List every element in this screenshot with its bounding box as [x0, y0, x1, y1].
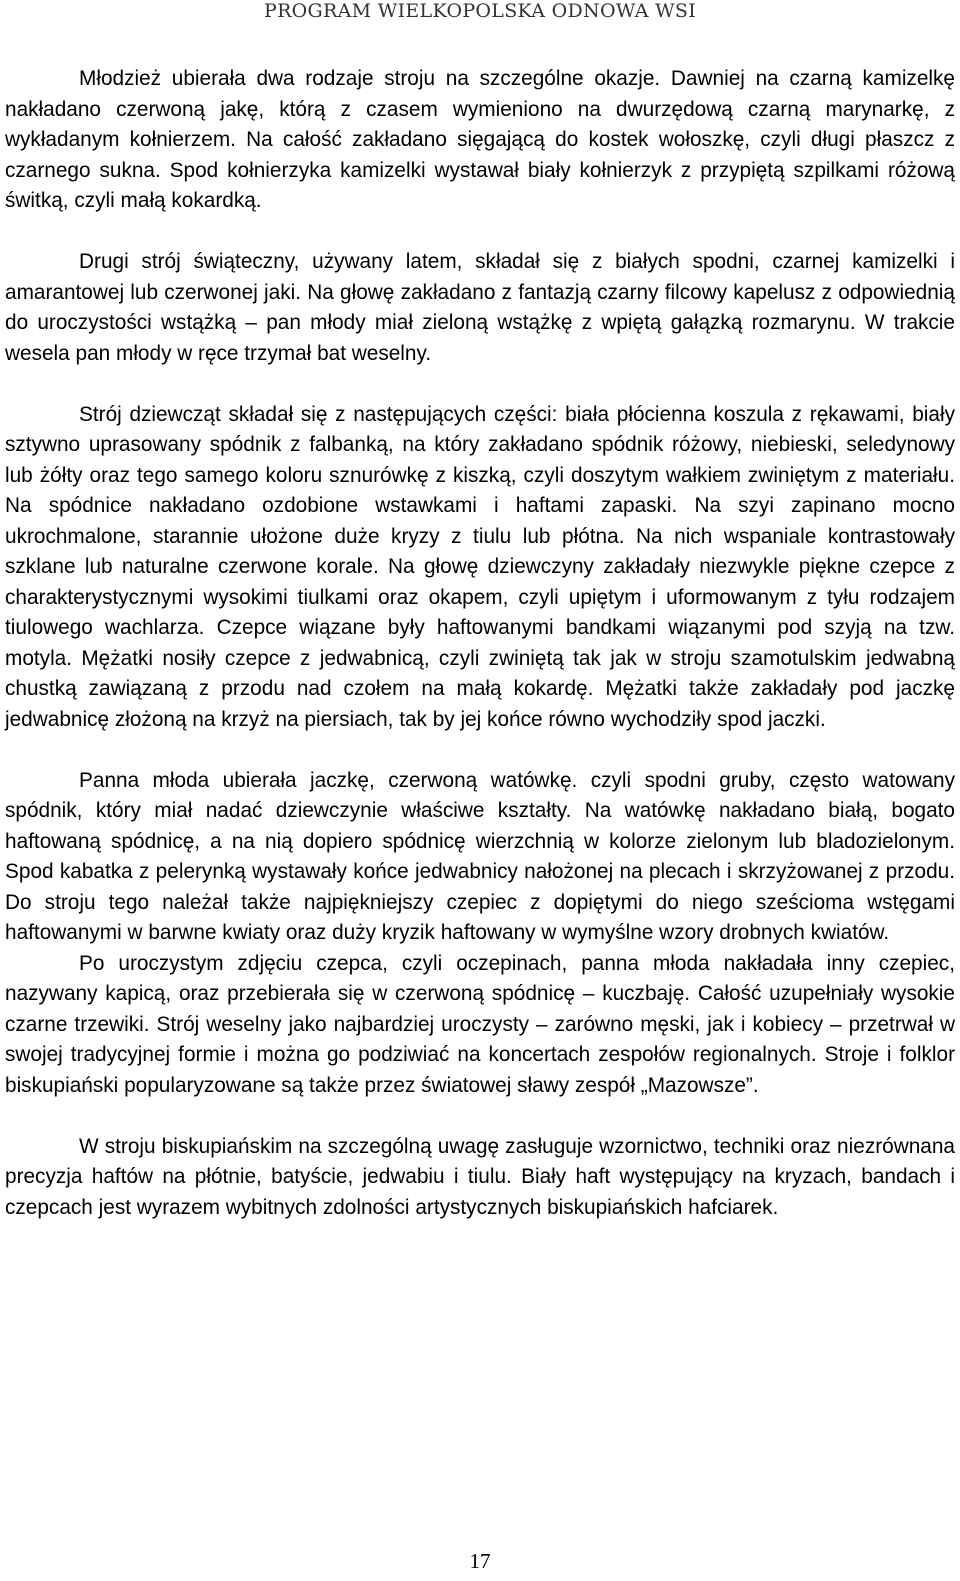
paragraph-summer-costume: Drugi strój świąteczny, używany latem, składał się z białych spodni, czarnej kamizelki i amarantowej lub czerwonej jaki. Na głowę zakładano z fantazją czarny filcowy kapelusz z odpowiednią do uroczystości wstążką – pan młody miał zieloną wstążkę z wpiętą gałązką rozmarynu. W trakcie wesela pan młody w ręce trzymał bat weselny.: [5, 250, 955, 365]
paragraph-embroidery: W stroju biskupiańskim na szczególną uwagę zasługuje wzornictwo, techniki oraz niezrównana precyzja haftów na płótnie, batyście, jedwabiu i tiulu. Biały haft występujący na kryzach, bandach i czepcach jest wyrazem wybitnych zdolności artystycznych biskupiańskich hafciarek.: [5, 1134, 955, 1219]
paragraph-oczepiny: Po uroczystym zdjęciu czepca, czyli oczepinach, panna młoda nakładała inny czepiec, nazywany kapicą, oraz przebierała się w czerwoną spódnicę – kuczbaję. Całość uzupełniały wysokie czarne trzewiki. Strój weselny jako najbardziej uroczysty – zarówno męski, jak i kobiecy – przetrwał w swojej tradycyjnej formie i można go podziwiać na koncertach zespołów regionalnych. Stroje i folklor biskupiański popularyzowane są także przez światowej sławy zespół „Mazowsze”.: [5, 951, 955, 1097]
paragraph-bride-costume: Panna młoda ubierała jaczkę, czerwoną watówkę. czyli spodni gruby, często watowany spódnik, który miał nadać dziewczynie właściwe kształty. Na watówkę nakładano białą, bogato haftowaną spódnicę, a na nią dopiero spódnicę wierzchnią w kolorze zielonym lub bladozielonym. Spod kabatka z pelerynką wystawały końce jedwabnicy nałożonej na plecach i skrzyżowanej z przodu. Do stroju tego należał także najpiękniejszy czepiec z dopiętymi do niego sześcioma wstęgami haftowanymi w barwne kwiaty oraz duży kryzik haftowany w wymyślne wzory drobnych kwiatów.: [5, 768, 955, 944]
paragraph-youth-costume: Młodzież ubierała dwa rodzaje stroju na szczególne okazje. Dawniej na czarną kamizelkę nakładano czerwoną jakę, którą z czasem wymieniono na dwurzędową czarną marynarkę, z wykładanym kołnierzem. Na całość zakładano sięgającą do kostek wołoszkę, czyli długi płaszcz z czarnego sukna. Spod kołnierzyka kamizelki wystawał biały kołnierzyk z przypiętą szpilkami różową świtką, czyli małą kokardką.: [5, 67, 955, 212]
document-body: [5, 64, 955, 1223]
paragraph-girls-costume: Strój dziewcząt składał się z następujących części: biała płócienna koszula z rękawami, biały sztywno uprasowany spódnik z falbanką, na który zakładano spódnik różowy, niebieski, seledynowy lub żółty oraz tego samego koloru sznurówkę z kiszką, czyli doszytym wałkiem zwiniętym z materiału. Na spódnice nakładano ozdobione wstawkami i haftami zapaski. Na szyi zapinano mocno ukrochmalone, starannie ułożone duże kryzy z tiulu lub płótna. Na nich wspaniale kontrastowały szklane lub naturalne czerwone korale. Na głowę dziewczyny zakładały niezwykle piękne czepce z charakterystycznymi wysokimi tiulkami oraz okapem, czyli upiętym i uformowanym z tyłu rodzajem tiulowego wachlarza. Czepce wiązane były haftowanymi bandkami wiązanymi pod szyją na tzw. motyla. Mężatki nosiły czepce z jedwabnicą, czyli zwiniętą tak jak w stroju szamotulskim jedwabną chustką zawiązaną z przodu nad czołem na małą kokardę. Mężatki także zakładały pod jaczkę jedwabnicę złożoną na krzyż na piersiach, tak by jej końce równo wychodziły spod jaczki.: [5, 402, 955, 731]
page-number: 17: [469, 1549, 491, 1573]
running-header: PROGRAM WIELKOPOLSKA ODNOWA WSI: [263, 0, 697, 22]
